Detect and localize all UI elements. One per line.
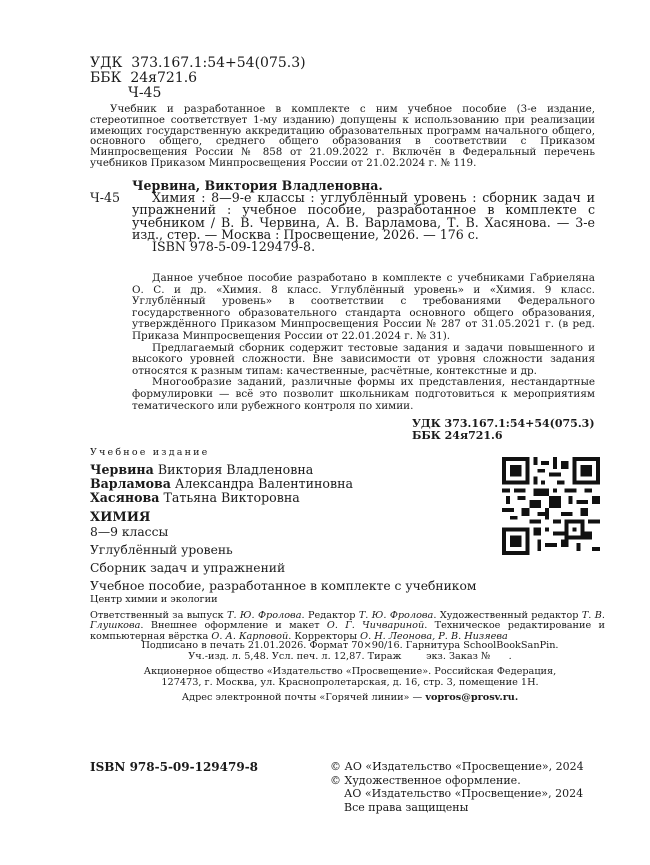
staff-name: Т. Ю. Фролова xyxy=(358,609,434,621)
book-title: ХИМИЯ xyxy=(90,510,151,525)
staff-name: Т. Ю. Фролова xyxy=(226,609,302,621)
author-name: Варламова Александра Валентиновна xyxy=(90,476,354,491)
copyright-notice: © АО «Издательство «Просвещение», 2024 © Художественное оформление. АО «Издательство «Просвещение», 2024 Все права защищены xyxy=(330,760,584,814)
annotation-paragraph: Предлагаемый сборник содержит тестовые задания и задачи повышенного и высокого уровней сложности. Вне зависимости от уровня сложности задания относятся к разным типам: качественные, расчётные, контекстные и др. xyxy=(132,341,595,377)
staff-name: О. А. Карповой xyxy=(211,630,289,642)
annotation xyxy=(132,273,595,412)
footer-isbn: ISBN 978-5-09-129479-8 xyxy=(90,760,259,774)
annotation-paragraph: Данное учебное пособие разработано в комплекте с учебниками Габриеляна О. С. и др. «Химия. 8 класс. Углублённый уровень» и «Химия. 9 класс. Углублённый уровень» в соответствии с требованиями Федерального государственного образовательного стандарта основного общего образования, утверждённого Приказом Минпросвещения России № 287 от 31.05.2021 г. (в ред. Приказа Минпросвещения России от 22.01.2024 г. № 31). xyxy=(132,272,595,342)
qr-code-icon[interactable] xyxy=(502,457,600,555)
classification-codes xyxy=(90,56,306,101)
department: Центр химии и экологии xyxy=(90,594,218,605)
staff-name: Т. В. Глушкова xyxy=(90,609,605,632)
book-grades: 8—9 классы xyxy=(90,525,169,539)
author-mark: Ч-45 xyxy=(90,190,121,206)
staff-name: О. Г. Чичвариной xyxy=(326,620,425,632)
book-type: Учебное пособие, разработанное в комплекте с учебником xyxy=(90,579,477,593)
approval-paragraph: Учебник и разработанное в комплекте с ним учебное пособие (3-е издание, стереотипное соответствует 1-му изданию) допущены к использованию при реализации имеющих государственную аккредитацию образовательных программ начального общего, основного общего, среднего общего образования в соответствии с Приказом Минпросвещения России № 858 от 21.09.2022 г. Включён в Федеральный перечень учебников Приказом Минпросвещения России от 21.02.2024 г. № 119. xyxy=(90,103,595,169)
author-name: Червина Виктория Владленовна xyxy=(90,462,314,477)
book-title-block xyxy=(90,511,476,593)
udk-code: УДК 373.167.1:54+54(075.3) xyxy=(90,55,306,71)
credits-list: Ответственный за выпуск Т. Ю. Фролова. Редактор Т. Ю. Фролова. Художественный редактор Т. В. Глушкова. Внешнее оформление и макет О. Г. Чичвариной. Техническое редактирование и компьютерная вёрстка О. А. Карповой. Корректоры О. Н. Леонова, Р. В. Низяева xyxy=(90,609,606,642)
udk-code: УДК 373.167.1:54+54(075.3) xyxy=(412,417,595,430)
print-info xyxy=(70,641,630,704)
bibliographic-description xyxy=(90,192,595,241)
email-link[interactable]: vopros@prosv.ru. xyxy=(425,692,519,704)
authors-list xyxy=(90,463,353,505)
book-level: Углублённый уровень xyxy=(90,543,233,557)
annotation-paragraph: Многообразие заданий, различные формы их представления, нестандартные формулировки — всё это позволит школьникам подготовиться к мероприятиям тематического или рубежного контроля по химии. xyxy=(132,376,595,412)
bbk-code: ББК 24я721.6 xyxy=(90,70,198,86)
description-text: Химия : 8—9-е классы : углублённый уровень : сборник задач и упражнений : учебное пособие, разработанное в комплекте с учебником / В. В. Червина, А. В. Варламова, Т. В. Хасянова. — 3-е изд., стер. — Москва : Просвещение, 2026. — 176 с. xyxy=(132,190,595,242)
bibliographic-record xyxy=(90,180,595,253)
book-subtitle: Сборник задач и упражнений xyxy=(90,561,286,575)
print-line: Подписано в печать 21.01.2026. Формат 70×90/16. Гарнитура SchoolBookSanPin. xyxy=(141,640,559,651)
record-isbn: ISBN 978-5-09-129479-8. xyxy=(152,239,316,255)
author-mark: Ч-45 xyxy=(128,85,162,101)
staff-credits xyxy=(90,595,605,642)
author-name: Хасянова Татьяна Викторовна xyxy=(90,490,300,505)
bbk-code: ББК 24я721.6 xyxy=(412,429,503,442)
author-heading: Червина, Виктория Владленовна. xyxy=(132,178,383,193)
publisher-address: Акционерное общество «Издательство «Просвещение». Российская Федерация, 127473, г. Москва, ул. Краснопролетарская, д. 16, стр. 3, помещение 1Н. xyxy=(143,666,557,688)
classification-codes-right xyxy=(412,418,595,442)
hotline-email: Адрес электронной почты «Горячей линии» — vopros@prosv.ru. xyxy=(181,692,519,704)
print-line: Уч.-изд. л. 5,48. Усл. печ. л. 12,87. Тираж экз. Заказ № . xyxy=(188,650,512,662)
edition-label: Учебное издание xyxy=(90,447,210,458)
staff-name: О. Н. Леонова, Р. В. Низяева xyxy=(360,630,508,642)
